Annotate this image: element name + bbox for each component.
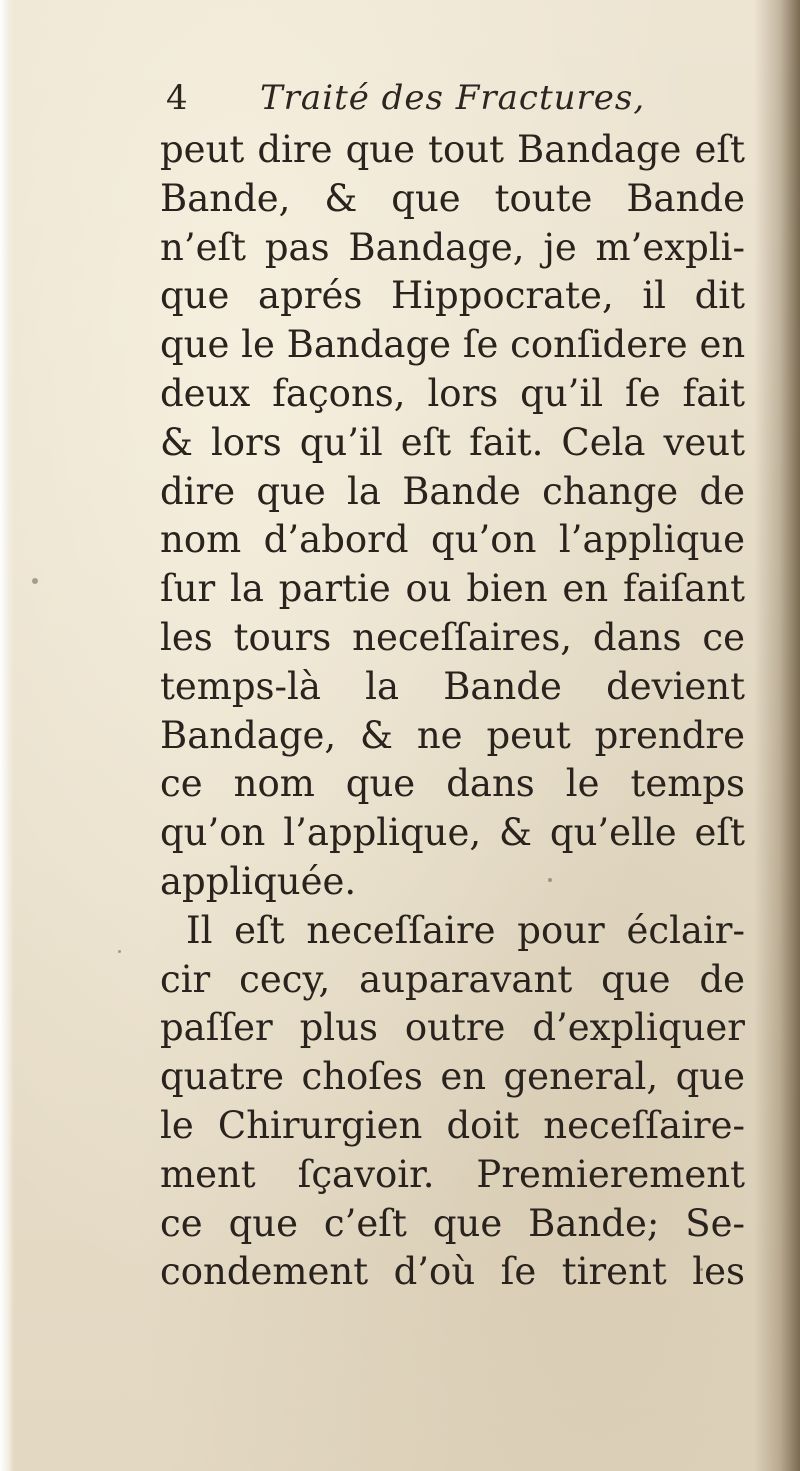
text-line: cir cecy, auparavant que de: [160, 957, 745, 1001]
text-line: appliquée.: [160, 859, 357, 903]
paragraph-start-line: Il eſt neceſſaire pour éclair-: [186, 908, 745, 952]
text-line: Bande, & que toute Bande: [160, 176, 745, 220]
text-line: ce que c’eſt que Bande; Se-: [160, 1201, 745, 1245]
text-line: peut dire que tout Bandage eſt: [160, 128, 745, 171]
text-line: condement d’où ſe tirent les: [160, 1250, 745, 1294]
text-line: ce nom que dans le temps: [160, 762, 745, 806]
text-line: Bandage, & ne peut prendre: [160, 713, 745, 757]
text-line: les tours neceſſaires, dans ce: [160, 615, 745, 659]
text-line: nom d’abord qu’on l’applique: [160, 518, 745, 562]
text-line: quatre choſes en general, que: [160, 1055, 745, 1099]
text-line: le Chirurgien doit neceſſaire-: [160, 1103, 745, 1147]
page-left-margin: [0, 0, 14, 1471]
text-line: n’eſt pas Bandage, je m’expli-: [160, 225, 745, 269]
text-line: & lors qu’il eſt fait. Cela veut: [160, 420, 745, 464]
text-line: ment ſçavoir. Premierement: [160, 1152, 745, 1196]
running-header: [160, 72, 750, 128]
running-title: Traité des Fractures,: [260, 78, 646, 118]
text-line: temps-là la Bande devient: [160, 664, 745, 708]
paper-speck: [118, 950, 121, 953]
page-gutter-shadow: [754, 0, 800, 1471]
paper-speck: [32, 578, 38, 584]
text-line: que le Bandage ſe conſidere en: [160, 323, 746, 367]
text-line: qu’on l’applique, & qu’elle eſt: [160, 811, 745, 855]
text-line: que aprés Hippocrate, il dit: [160, 274, 745, 318]
text-line: deux façons, lors qu’il ſe fait: [160, 371, 745, 415]
text-line: dire que la Bande change de: [160, 469, 745, 513]
text-line: paſſer plus outre d’expliquer: [160, 1006, 745, 1050]
page-number: 4: [166, 78, 188, 118]
text-line: ſur la partie ou bien en faiſant: [160, 567, 745, 611]
body-text: [160, 126, 745, 1297]
